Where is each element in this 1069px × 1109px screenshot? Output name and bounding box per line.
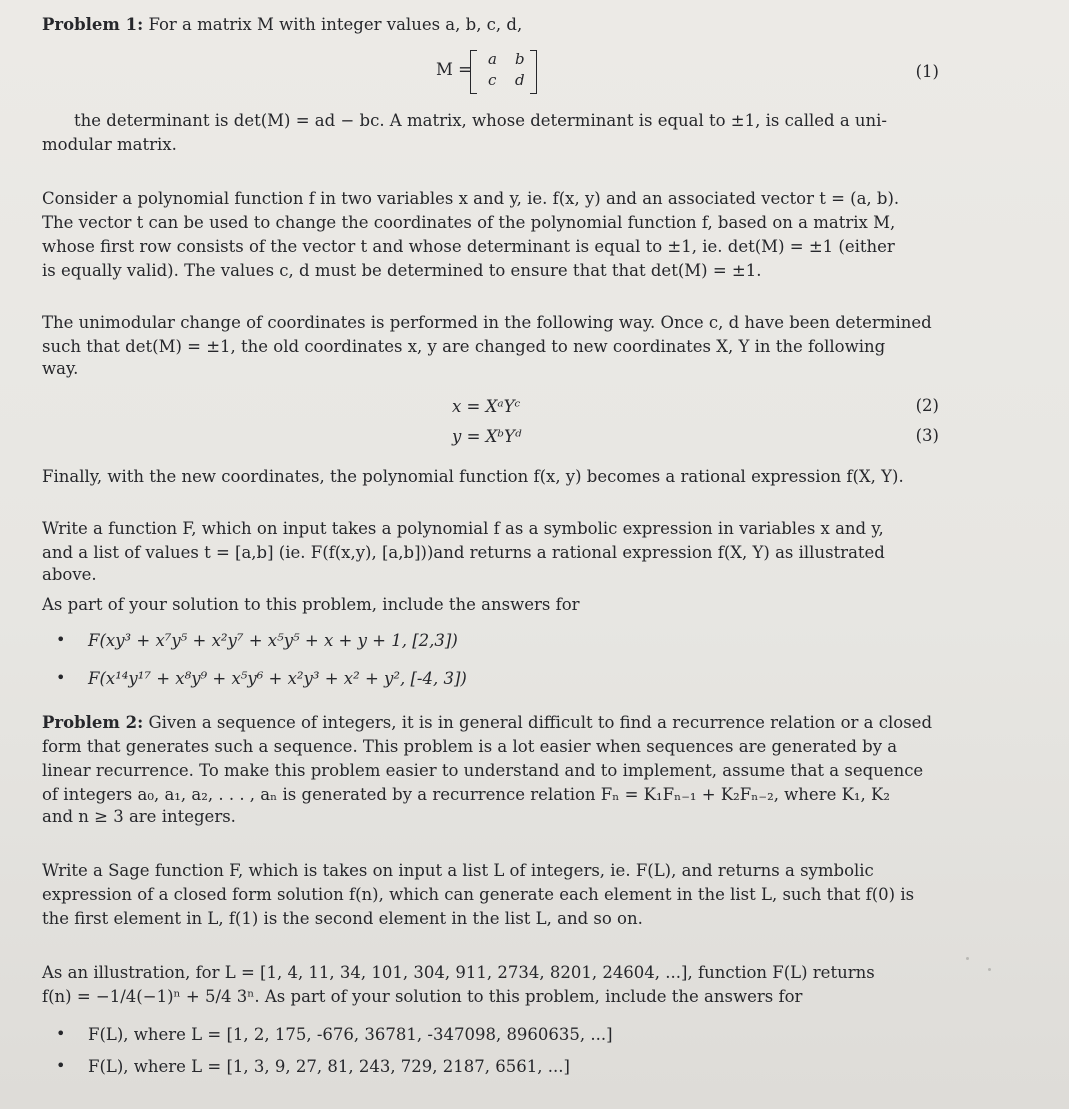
equation-2: x = XᵃYᶜ — [452, 397, 521, 416]
problem2-line-2: form that generates such a sequence. This problem is a lot easier when sequences are generated by a — [42, 737, 898, 756]
finally-line: Finally, with the new coordinates, the polynomial function f(x, y) becomes a rational expression f(X, Y). — [42, 467, 904, 486]
problem1-bullet-2: F(x¹⁴y¹⁷ + x⁸y⁹ + x⁵y⁶ + x²y³ + x² + y², [-4, 3]) — [88, 669, 467, 688]
matrix-lhs: M = — [436, 60, 472, 79]
sage-line-1: Write a Sage function F, which is takes on input a list L of integers, ie. F(L), and returns a symbolic — [42, 861, 874, 880]
problem2-line-1 — [42, 712, 932, 734]
consider-line-4: is equally valid). The values c, d must be determined to ensure that that det(M) = ±1. — [42, 261, 762, 280]
matrix-cell-a: a — [488, 50, 497, 68]
matrix-cell-d: d — [515, 71, 525, 89]
write-line-2: and a list of values t = [a,b] (ie. F(f(x,y), [a,b]))and returns a rational expression f(X, Y) as illustrated — [42, 543, 885, 562]
paper-speck — [966, 957, 969, 960]
consider-line-1: Consider a polynomial function f in two variables x and y, ie. f(x, y) and an associated vector t = (a, b). — [42, 189, 900, 208]
equation-3: y = XᵇYᵈ — [452, 427, 522, 446]
determinant-line-2: modular matrix. — [42, 135, 177, 154]
problem1-title: Problem 1: — [42, 15, 144, 34]
sage-line-3: the first element in L, f(1) is the second element in the list L, and so on. — [42, 909, 643, 928]
problem2-bullet-1: F(L), where L = [1, 2, 175, -676, 36781, -347098, 8960635, ...] — [88, 1025, 613, 1044]
problem2-line-4: of integers a₀, a₁, a₂, . . . , aₙ is generated by a recurrence relation Fₙ = K₁Fₙ₋₁ + K₂Fₙ₋₂, where K₁, K₂ — [42, 785, 890, 804]
write-line-3: above. — [42, 565, 97, 584]
bullet-icon: • — [56, 630, 66, 649]
bullet-icon: • — [56, 1024, 66, 1043]
consider-line-2: The vector t can be used to change the coordinates of the polynomial function f, based on a matrix M, — [42, 213, 896, 232]
consider-line-3: whose first row consists of the vector t and whose determinant is equal to ±1, ie. det(M) = ±1 (either — [42, 237, 895, 256]
problem1-intro: For a matrix M with integer values a, b, c, d, — [148, 15, 523, 34]
formula-line: f(n) = −1/4(−1)ⁿ + 5/4 3ⁿ. As part of your solution to this problem, include the answers for — [42, 987, 803, 1006]
equation-1-number: (1) — [915, 62, 939, 81]
equation-3-number: (3) — [915, 426, 939, 445]
write-line-1: Write a function F, which on input takes a polynomial f as a symbolic expression in variables x and y, — [42, 519, 884, 538]
matrix-cell-b: b — [515, 50, 525, 68]
unimodular-line-1: The unimodular change of coordinates is performed in the following way. Once c, d have been determined — [42, 313, 932, 332]
sage-line-2: expression of a closed form solution f(n), which can generate each element in the list L, such that f(0) is — [42, 885, 915, 904]
problem1-bullet-1: F(xy³ + x⁷y⁵ + x²y⁷ + x⁵y⁵ + x + y + 1, [2,3]) — [88, 631, 458, 650]
problem2-line-5: and n ≥ 3 are integers. — [42, 807, 236, 826]
equation-2-number: (2) — [915, 396, 939, 415]
matrix-cell-c: c — [488, 71, 497, 89]
determinant-line-1: the determinant is det(M) = ad − bc. A matrix, whose determinant is equal to ±1, is called a uni- — [74, 111, 888, 130]
problem2-bullet-2: F(L), where L = [1, 3, 9, 27, 81, 243, 729, 2187, 6561, ...] — [88, 1057, 570, 1076]
unimodular-line-2: such that det(M) = ±1, the old coordinates x, y are changed to new coordinates X, Y in the following — [42, 337, 886, 356]
problem1-intro-line — [42, 14, 522, 36]
paper-speck — [988, 968, 991, 971]
unimodular-line-3: way. — [42, 359, 79, 378]
matrix-left-bracket — [470, 50, 477, 94]
as-part-line: As part of your solution to this problem, include the answers for — [42, 595, 580, 614]
illustration-line: As an illustration, for L = [1, 4, 11, 34, 101, 304, 911, 2734, 8201, 24604, ...], function F(L) returns — [42, 963, 875, 982]
problem2-title: Problem 2: — [42, 713, 144, 732]
bullet-icon: • — [56, 668, 66, 687]
problem2-line-3: linear recurrence. To make this problem easier to understand and to implement, assume that a sequence — [42, 761, 924, 780]
matrix-right-bracket — [530, 50, 537, 94]
bullet-icon: • — [56, 1056, 66, 1075]
problem2-text-1: Given a sequence of integers, it is in general difficult to find a recurrence relation or a closed — [148, 713, 933, 732]
